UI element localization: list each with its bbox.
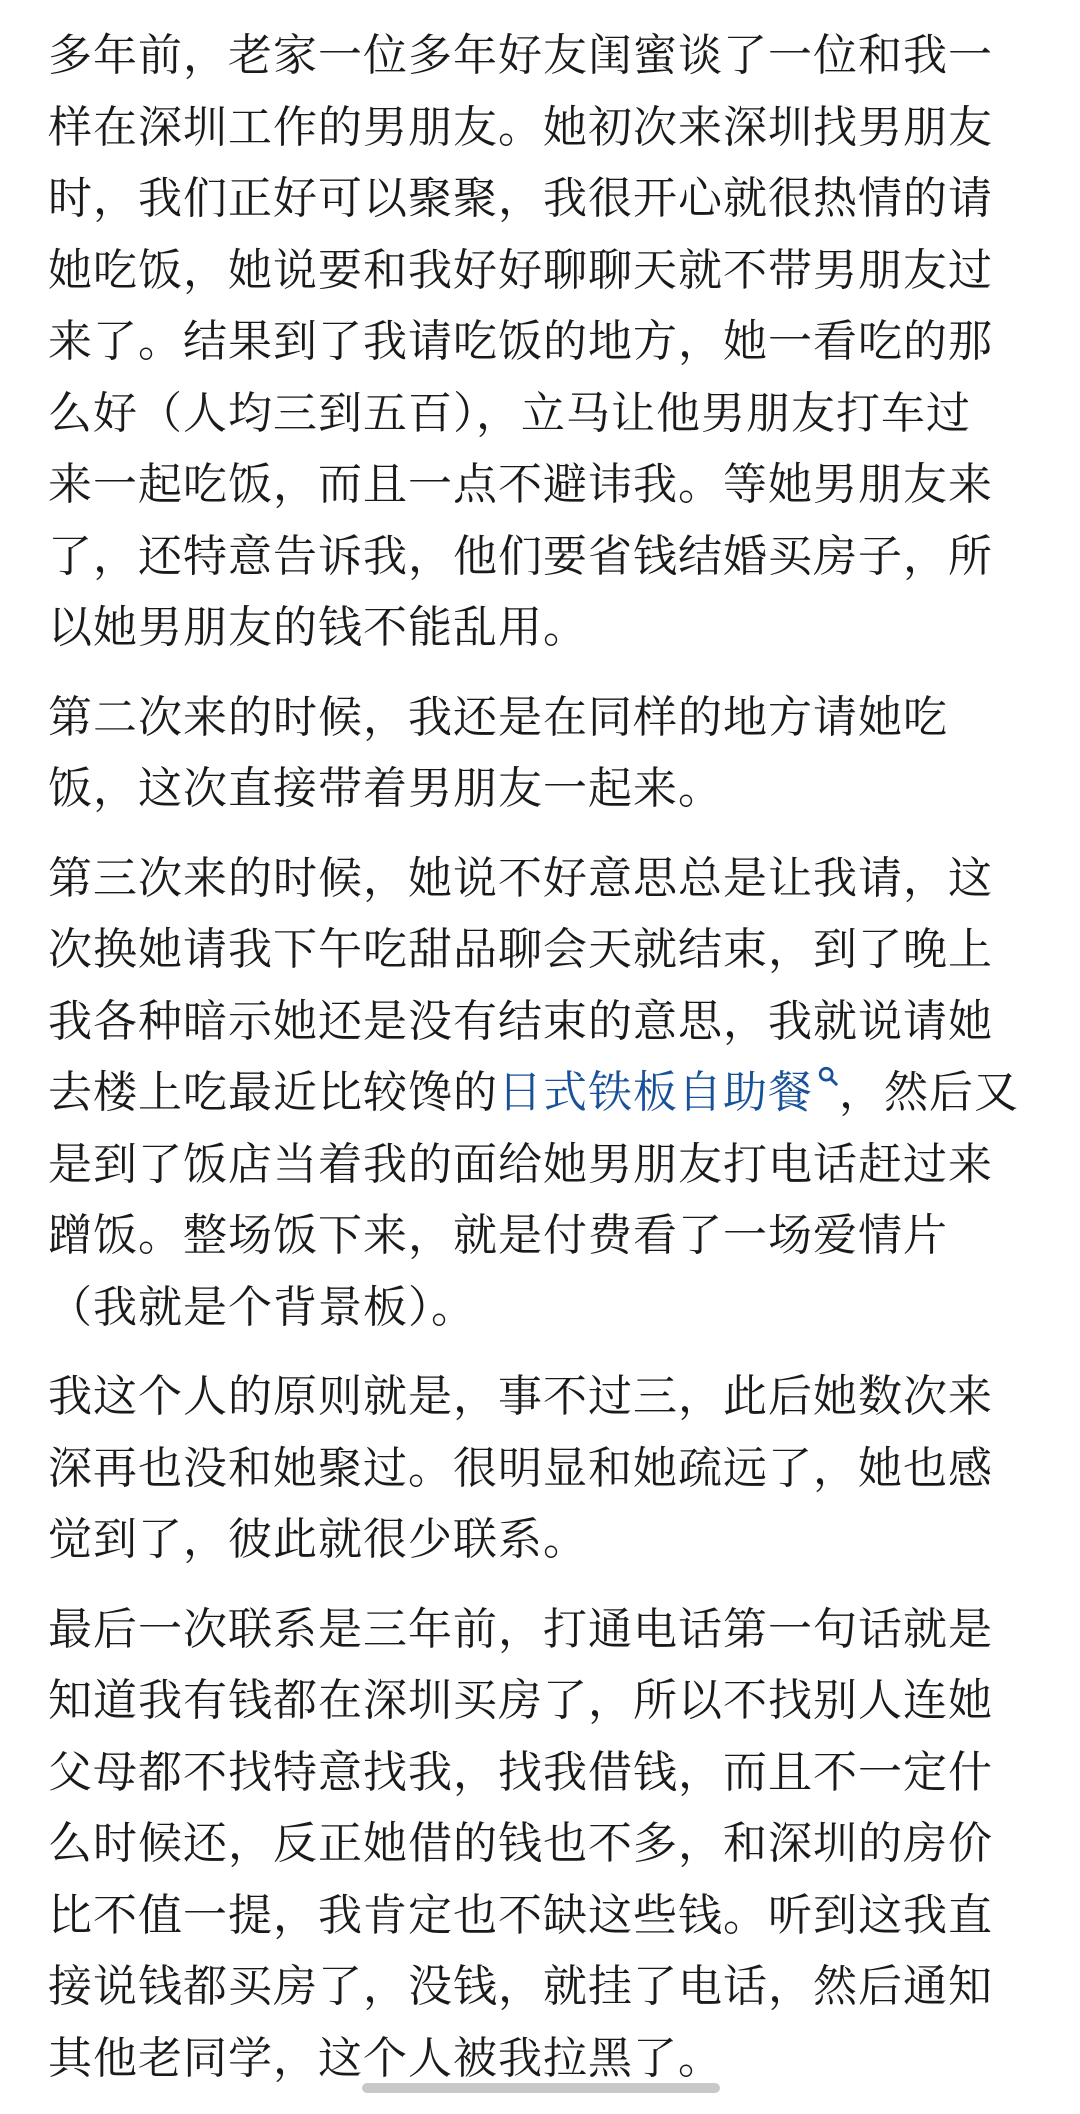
text-line: 来了。结果到了我请吃饭的地方，她一看吃的那 <box>48 316 993 367</box>
text-line: 我这个人的原则就是，事不过三，此后她数次来 <box>48 1371 993 1422</box>
article-body <box>48 20 1048 2112</box>
text-line: 最后一次联系是三年前，打通电话第一句话就是 <box>48 1603 993 1655</box>
text-line: 深再也没和她聚过。很明显和她疏远了，她也感 <box>48 1442 993 1494</box>
home-indicator[interactable] <box>362 2083 720 2093</box>
text-line: 样在深圳工作的男朋友。她初次来深圳找男朋友 <box>48 101 993 153</box>
paragraph-1 <box>48 20 1048 664</box>
text-line: 蹭饭。整场饭下来，就是付费看了一场爱情片 <box>48 1210 948 1261</box>
paragraph-2 <box>48 682 1048 825</box>
search-keyword-link[interactable] <box>498 1067 839 1118</box>
text-line: 我各种暗示她还是没有结束的意思，我就说请她 <box>48 995 993 1047</box>
text-line: （我就是个背景板）。 <box>48 1281 476 1333</box>
text-line: 来一起吃饭，而且一点不避讳我。等她男朋友来 <box>48 459 993 510</box>
text-line: 第二次来的时候，我还是在同样的地方请她吃 <box>48 691 948 743</box>
search-icon <box>817 1065 839 1087</box>
text-line: 接说钱都买房了，没钱，就挂了电话，然后通知 <box>48 1961 993 2012</box>
text-line: 父母都不找特意找我，找我借钱，而且不一定什 <box>48 1746 993 1798</box>
text-segment: 去楼上吃最近比较馋的 <box>48 1067 498 1118</box>
text-line-with-link <box>48 1057 1048 1129</box>
text-line: 比不值一提，我肯定也不缺这些钱。听到这我直 <box>48 1889 993 1941</box>
text-line: 饭，这次直接带着男朋友一起来。 <box>48 763 723 814</box>
text-line: 第三次来的时候，她说不好意思总是让我请，这 <box>48 852 993 904</box>
text-segment: ，然后又 <box>839 1067 1019 1118</box>
text-line: 以她男朋友的钱不能乱用。 <box>48 602 588 653</box>
link-label: 日式铁板自助餐 <box>498 1067 813 1118</box>
text-line: 么时候还，反正她借的钱也不多，和深圳的房价 <box>48 1818 993 1869</box>
text-line: 次换她请我下午吃甜品聊会天就结束，到了晚上 <box>48 924 993 975</box>
text-line: 了，还特意告诉我，他们要省钱结婚买房子，所 <box>48 530 993 582</box>
text-line: 知道我有钱都在深圳买房了，所以不找别人连她 <box>48 1675 993 1726</box>
text-line: 多年前，老家一位多年好友闺蜜谈了一位和我一 <box>48 30 993 81</box>
paragraph-4 <box>48 1361 1048 1576</box>
text-line: 么好（人均三到五百），立马让他男朋友打车过 <box>48 387 971 439</box>
text-line: 时，我们正好可以聚聚，我很开心就很热情的请 <box>48 173 993 224</box>
paragraph-3 <box>48 843 1048 1344</box>
text-line: 她吃饭，她说要和我好好聊聊天就不带男朋友过 <box>48 244 993 296</box>
text-line: 是到了饭店当着我的面给她男朋友打电话赶过来 <box>48 1138 993 1190</box>
text-line: 其他老同学，这个人被我拉黑了。 <box>48 2032 723 2084</box>
text-line: 觉到了，彼此就很少联系。 <box>48 1514 588 1565</box>
paragraph-5 <box>48 1594 1048 2095</box>
